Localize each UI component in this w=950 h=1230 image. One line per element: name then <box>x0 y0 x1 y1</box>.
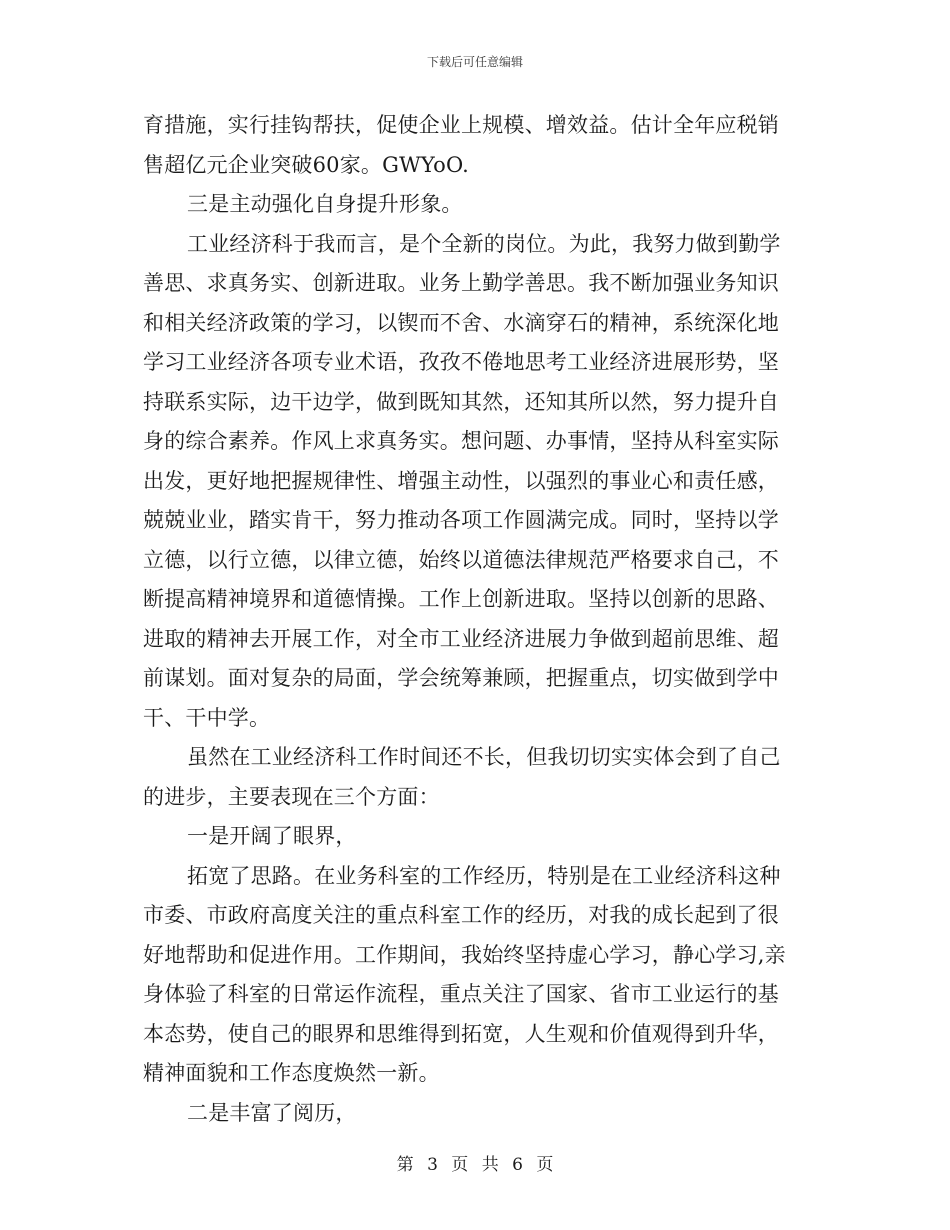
current-page-number: 3 <box>427 1155 438 1175</box>
paragraph-line: 售超亿元企业突破60家。GWYoO. <box>143 152 470 177</box>
footer-page-word: 页 <box>451 1155 469 1175</box>
paragraph-line: 出发，更好地把握规律性、增强主动性，以强烈的事业心和责任感， <box>143 468 779 493</box>
paragraph-line: 身体验了科室的日常运作流程，重点关注了国家、省市工业运行的基 <box>143 982 779 1006</box>
section-heading: 一是开阔了眼界， <box>187 824 357 848</box>
paragraph-line: 和相关经济政策的学习，以锲而不舍、水滴穿石的精神，系统深化地 <box>143 310 779 335</box>
page-footer <box>0 1154 950 1176</box>
paragraph-line: 前谋划。面对复杂的局面，学会统筹兼顾，把握重点，切实做到学中 <box>143 666 779 690</box>
paragraph-line: 兢兢业业，踏实肯干，努力推动各项工作圆满完成。同时，坚持以学 <box>143 508 779 532</box>
paragraph-line: 育措施，实行挂钩帮扶，促使企业上规模、增效益。估计全年应税销 <box>143 113 779 137</box>
paragraph-line: 市委、市政府高度关注的重点科室工作的经历，对我的成长起到了很 <box>143 903 779 927</box>
paragraph-line: 本态势，使自己的眼界和思维得到拓宽，人生观和价值观得到升华， <box>143 1021 779 1046</box>
paragraph-line: 学习工业经济各项专业术语，孜孜不倦地思考工业经济进展形势，坚 <box>143 350 779 374</box>
paragraph-line: 工业经济科于我而言，是个全新的岗位。为此，我努力做到勤学 <box>187 231 781 256</box>
paragraph-line: 的进步，主要表现在三个方面： <box>143 784 440 809</box>
footer-suffix: 页 <box>536 1155 554 1175</box>
paragraph-line: 干、干中学。 <box>143 705 271 730</box>
footer-total-label: 共 <box>481 1155 499 1175</box>
paragraph-line: 虽然在工业经济科工作时间还不长，但我切切实实体会到了自己 <box>187 745 781 769</box>
section-heading: 二是丰富了阅历， <box>187 1100 357 1125</box>
total-page-number: 6 <box>512 1155 523 1175</box>
paragraph-line: 善思、求真务实、创新进取。业务上勤学善思。我不断加强业务知识 <box>143 271 779 295</box>
section-heading: 三是主动强化自身提升形象。 <box>187 192 463 216</box>
paragraph-line: 持联系实际，边干边学，做到既知其然，还知其所以然，努力提升自 <box>143 389 779 414</box>
paragraph-line: 断提高精神境界和道德情操。工作上创新进取。坚持以创新的思路、 <box>143 587 779 611</box>
document-body <box>143 106 811 1133</box>
paragraph-line: 好地帮助和促进作用。工作期间，我始终坚持虚心学习，静心学习,亲 <box>143 942 786 967</box>
paragraph-line: 进取的精神去开展工作，对全市工业经济进展力争做到超前思维、超 <box>143 626 779 651</box>
page-header: 下载后可任意编辑 <box>426 55 523 69</box>
footer-prefix: 第 <box>396 1155 414 1175</box>
paragraph-line: 拓宽了思路。在业务科室的工作经历，特别是在工业经济科这种 <box>187 863 781 888</box>
paragraph-line: 立德，以行立德，以律立德，始终以道德法律规范严格要求自己，不 <box>143 547 779 572</box>
paragraph-line: 身的综合素养。作风上求真务实。想问题、办事情，坚持从科室实际 <box>143 429 779 453</box>
paragraph-line: 精神面貌和工作态度焕然一新。 <box>143 1061 440 1085</box>
